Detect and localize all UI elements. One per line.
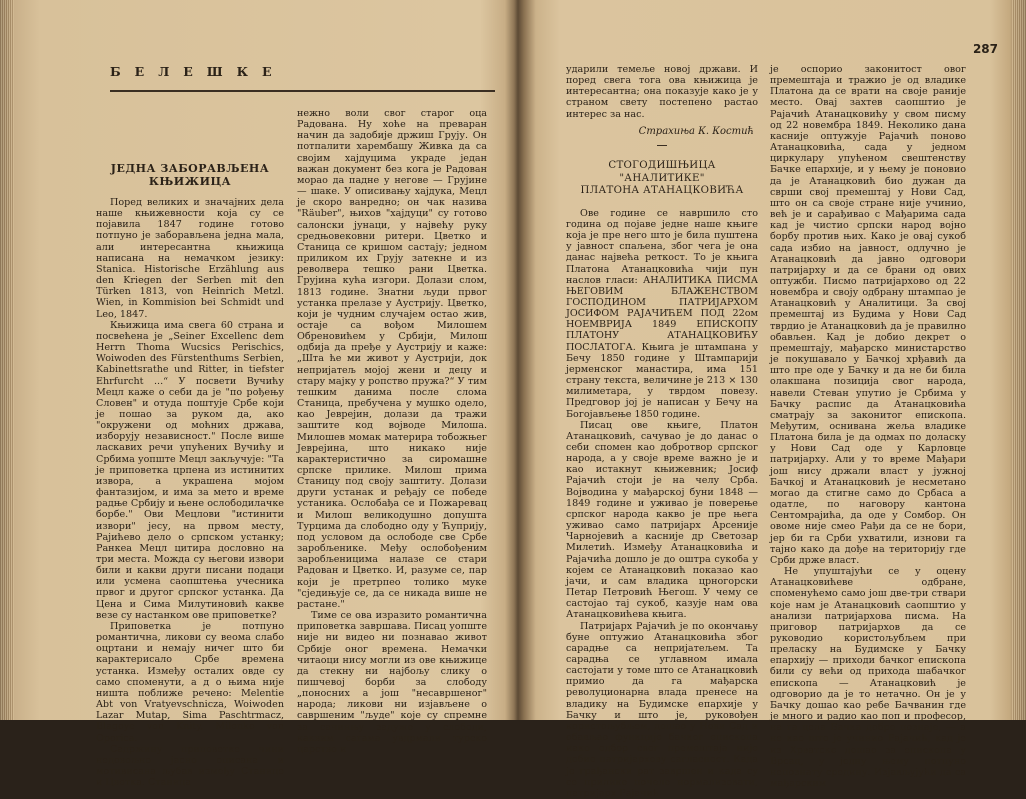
right-column-2: [770, 64, 966, 702]
section-divider: [657, 145, 667, 146]
article-title: ЈЕДНА ЗАБОРАВЉЕНА КЊИЖИЦА: [96, 162, 284, 188]
article-title-line: ПЛАТОНА АТАНАЦКОВИЋА: [566, 185, 758, 198]
article-title-line: СТОГОДИШЊИЦА "АНАЛИТИКЕ": [566, 160, 758, 185]
paragraph: Приповетка је потпуно романтична, ликови су веома слабо оцртани и немају ничег што би карактерисало Србе времена устанка. Између осталих овде су само споменути, а д о њима није ништа поближе речено: Melentie Abt von Vratyevschnicza, Woiwoden Lazar Mutap, Sima Paschtrmacz, Blagoye von Knity, Milenko von Oporica.: [96, 621, 284, 744]
left-page: [14, 0, 516, 720]
paragraph: Садржину приповетке чини недовољно јасно описана и мотивисана љубав између Станице и Цветка. Станица: [96, 744, 284, 789]
header-rule: [110, 90, 495, 92]
paragraph: Тиме се ова изразито романтична приповетка завршава. Писац уопште није ни видео ни познавао живот Србије оног времена. Немачки читаоци нису могли из ове књижице да стекну ни најбољу слику о пишчевој борби за слободу „поносних а још "несавршеног" народа; ликови ни изјављене о савршеним "људе" које су спремне за сачинњу задуже у слободи, каквим сагама увдрмали турско царство и: [297, 610, 487, 755]
page-number: 287: [973, 42, 998, 56]
paragraph: Патријарх Рајачић је по окончању буне оптужио Атанацковића због сарадње са непријатељем. Та сарадња се углавном имала састојати у томе што се Атанацковић примио да га мађарска револуционарна влада пренесе на владику на Будимске епархије у Бачку и што је, руковођен користољубљем, дошао у Нови Сад и обављао функције бачког епископа иако одбор свог премештаја није добио патријархову сагласност. Када је грађански рат завршен и када су се прилике почеле нормализовати, патријарх Рајачић: [566, 621, 758, 799]
paragraph: Не упуштајући се у оцену Атанацковићеве одбране, споменућемо само још две-три ствари које нам је Атанацковић саопштио у анализи патријархова писма. На приговор патријархов да се руководио користољубљем при преласку на Будимске у Бачку епархију — приходи бачког епископа били су већи од прихода шабачког епископа — Атанацковић је одговорио да је то нетачно. Он је у Бачку дошао као ребе Бачванин где је много и радио као поп и професор, на га цела Бачка добро познаје, — а не као што је учинио Рајачић, кад је из Хрватске дошао за епископа у Врсац, у једну њему потпуно непознату средину. Изјављујући да са мађарским: [770, 566, 966, 789]
paragraph: нежно воли свог старог оца Радована. Ну хоће на преваран начин да задобије држиш Грују. Он потпалити харембашу Живка да са својим хајдуцима украде један важан документ без кога је Радован морао да падне у негове — Грујине — шаке. У описивању хајдука, Мецл је скоро ванредно; он чак назива "Räuber", њихов "хајдуци" су готово салонски јунаци, у највећу руку средњовековни ритери. Цветко и Станица се кришом састају; једном приликом их Грују затекне и из револвера тешко рани Цветка. Грујина кућа изгори. Долази слом, 1813 године. Знатни људи првог устанка прелазе у Аустрију. Цветко, који је чудним случајем остао жив, остаје са вођом Милошем Обреновићем у Србији, Милош одбија да пређе у Аустрију и каже: „Шта ће ми живот у Аустрији, док непријатељ мојој жени и децу и стару мајку у ропство пружа?“ У тим тешким данима после слома Станица, пребучена у мушко одело, као Јеврејин, долази да тражи заштите код војводе Милоша. Милошев момак материра тобожњег Јеврејина, што никако није карактеристично за сиромашне српске прилике. Милош прима Станицу под своју заштиту. Долази други устанак и ређају се победе устаника. Ослобађа се и Пожаревац и Милош великодушно допушта Турцима да слободно оду у Ћуприју, под условом да ослободе све Србе заробљенике. Међу ослобођеним заробљеницима налазе се стари Радован и Цветко. И, разуме се, пар који је претрпео толико муке "сједињује се, да се никада више не растане.": [297, 108, 487, 610]
page-edges-left: [0, 0, 14, 720]
left-column-2: [297, 108, 487, 704]
running-header: БЕЛЕШКЕ: [110, 64, 286, 79]
right-column-1: [566, 64, 758, 702]
paragraph: је оспорио законитост овог премештаја и тражио је од владике Платона да се врати на своје ранијe место. Овај захтев саопштио је Рајачић Атанацковићу у свом писму од 22 новембра 1849. Неколико дана касније оптужује Рајачић поново Атанацковића, сада у једном циркулару упућеном свештенству Бачке епархије, и у њему је поновио да је Атанацковић био дужан да сврши свој премештај у Нови Сад, што он са своје стране није учинио, већ је и сарађивао с Мађарима сада кад је чистио српски народ војно борбу против њих. Како је овај сукоб сада избио на јавност, одлучно је Атанацковић да јавно одговори патријарху и да се брани од ових оптужби. Писмо патријархово од 22 новембра и своју одбрану штампао је Атанацковић у Аналитици. За свој премештај из Будима у Нови Сад тврдио је Атанацковић да је правилно обављен. Кад је добио декрет о премештају, мађарско министарство је покушавало у Бачкој хрђавић да што пре оде у Бачку и да не би била олакшана позиција свог народа, навели Стеван упутио је Србима у Бачку распис да Атанацковића сматрају за законитог епископа. Међутим, оснивана жеља владике Платона била је да одмах по доласку у Нови Сад оде у Карловце патријарху. Али у то време Мађари још нису држали власт у јужној Бачкој и Атанацковић је несметано могао да стигне само до Србаса а одатле, по наговору кантона Сентомрајића, да оде у Сомбор. Он овоме није смео Рађи да се не бори, јер би га Срби ухватили, изнови га тајно како да дође на територију где Срби држе власт.: [770, 64, 966, 566]
article-title: [566, 160, 758, 198]
paragraph: ударили темеље новој држави. И поред свега тога ова књижица је интересантна; она показује како је у страном свету постепено растао интерес за нас.: [566, 64, 758, 120]
page-edges-right: [1012, 0, 1026, 720]
left-column-1: [96, 162, 284, 702]
right-page: [524, 0, 1014, 720]
paragraph: Књижица има свега 60 страна и посвећена је „Seiner Excellenc dem Herrn Thoma Wucsics Perischics, Woiwoden des Fürstenthums Serbien, Kabinettsrathe und Ritter, in tiefster Ehrfurcht ...“ У посвети Вучићу Мецл каже о себи да је "по рођењу Словен" и отуда поштује Србе који је пошао за руком да, ако "окружени од моћних држава, изборују независност." После више ласкавих речи упућених Вучићу и Србима уопште Мецл закључује: "Та је приповетка црпена из истинитих извора, а украшена мојом фантазијом, и има за мето и време радње Србију и њене ослободилачке борбе." Ови Мецлови "истинити извори" јесу, на првом месту, Рајићево дело о српском устанку; Ранкеа Мецл цитира дословно на три места. Можда су његови извори били и какви други писани подаци или усмена саопштења учесника првог и другог српског устанка. Да Цена и Сима Милутиновић какве везе су настанком ове приповетке?: [96, 320, 284, 621]
author-signature: Страхиња К. Костић: [566, 126, 754, 137]
paragraph: Поред великих и значајних дела наше књижевности која су се појавила 1847 године готово потпуно је заборављена једна мала, али интересантна књижица написана на немачком језику: Stanica. Historische Erzählung aus den Kriegen der Serben mit den Türken 1813, von Heinrich Metzl. Wien, in Kommision bei Schmidt und Leo, 1847.: [96, 197, 284, 320]
paragraph: Писац ове књиге, Платон Атанацковић, сачувао је до данас о себи спомен као добротвор српског народа, а у своје време важно је и као истакнут књижевник; Јосиф Рајачић стоји је на челу Срба. Војводина у мађарској буни 1848 — 1849 године и уживао је поверење српског народа какво је пре њега уживао само патријарх Арсеније Чарнојевић а касније др Светозар Милетић. Између Атанацковића и Рајачића дошло је до оштра сукоба у којем се Атанацковић показао као јачи, и сам владика црногорски Петар Петровић Његош. У чему се састојао тај сукоб, казује нам ова Атанацковићева књига.: [566, 420, 758, 621]
paragraph: Ове године се навршило сто година од појаве једне наше књиге која је пре него што је била пуштена у јавност спаљена, због чега је она данас највећа реткост. То је књига Платона Атанацковића чији пун наслов гласи: АНАЛИТИКА ПИСМА ЊЕГОВИМ БЛАЖЕНСТВОМ ГОСПОДИНОМ ПАТРИЈАРХОМ ЈОСИФОМ РАЈАЧИЋЕМ ПОД 22ом НОЕМВРИЈА 1849 ЕПИСКОПУ ПЛАТОНУ АТАНАЦКОВИЋУ ПОСЛАТОГА. Књига је штампана у Бечу 1850 године у Штампарији јерменског манастира, има 151 страну текста, величине је 213 × 130 милиметара, у тврдом повезу. Предговор јој је написан у Бечу на Богојављење 1850 године.: [566, 208, 758, 420]
